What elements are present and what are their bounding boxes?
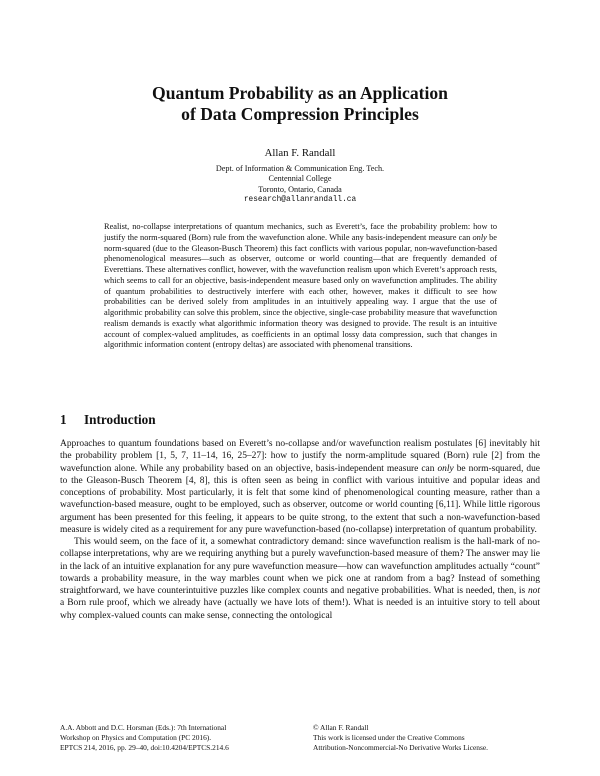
abstract-text-2: be norm-squared (due to the Gleason-Busch Theorem) this fact conflicts with various popular, non-wavefunction-based phenomenological measures—such as observer, outcome or world counting—that are frequently demanded of Everettians. These alternatives conflict, however, with the wavefunction realism upon which Everett’s approach rests, which seems to call for an objective, basis-independent measure based only on wavefunction amplitudes. The ability of quantum probabilities to destructively interfere with each other, however, makes it difficult to see how probabilities can be derived solely from amplitudes in an intuitively appealing way. I argue that the use of algorithmic probability can solve this problem, since the objective, single-case probability measure that wavefunction realism demands is exactly what algorithmic information theory was designed to provide. The result is an intuitive account of complex-valued amplitudes, as coefficients in an optimal lossy data compression, such that changes in algorithmic information content (entropy deltas) are associated with phenomenal transitions. [104, 232, 498, 350]
footer-left-line-2: Workshop on Physics and Computation (PC 2016). [60, 733, 212, 742]
paragraph-1-emphasis: only [437, 463, 454, 474]
abstract-emphasis: only [472, 232, 487, 242]
section-number: 1 [60, 412, 67, 427]
paragraph-1-text-b: be norm-squared, due to the Gleason-Busch Theorem [4, 8], this is often seen as being in conflict with various intuitive and popular ideas and conceptions of probability. Most particularly, it is felt that some kind of phenomenological counting measure, rather than a wavefunction-based measure, ought to be employed, such as observer, outcome or world counting [6,11]. While little rigorous argument has been presented for this feeling, it appears to be quite strong, to the extent that such a non-wavefunction-based measure is widely cited as a requirement for any pure wavefunction-based (no-collapse) interpretation of quantum probability. [60, 463, 540, 535]
title-line-1: Quantum Probability as an Application [152, 83, 448, 103]
paragraph-1-text-a: Approaches to quantum foundations based on Everett’s no-collapse and/or wavefunction realism postulates [6] inevitably hit the probability problem [1, 5, 7, 11–14, 16, 25–27]: how to justify the norm-amplitude squared (Born) rule [2] from the wavefunction alone. While any probability based on an objective, basis-independent measure can [60, 439, 540, 474]
author-block [60, 147, 540, 206]
abstract [104, 222, 497, 351]
abstract-text-1: Realist, no-collapse interpretations of quantum mechanics, such as Everett’s, face the probability problem: how to justify the norm-squared (Born) rule from the wavefunction alone. While any basis-independent measure can [104, 222, 497, 242]
section-heading [60, 412, 156, 428]
affiliation-city: Toronto, Ontario, Canada [258, 184, 342, 194]
paragraph-2-text-b: a Born rule proof, which we already have (actually we have lots of them!). What is needed is an intuitive story to tell about why complex-valued counts can make sense, connecting the ontological [60, 598, 540, 621]
paragraph-2 [60, 536, 540, 622]
affiliation-dept: Dept. of Information & Communication Eng. Tech. [215, 164, 385, 173]
footer-citation [60, 723, 300, 753]
body-text [60, 438, 540, 622]
footer-right-line-1: © Allan F. Randall [313, 723, 369, 732]
paragraph-2-text-a: This would seem, on the face of it, a somewhat contradictory demand: since wavefunction realism is the hall-mark of no-collapse interpretations, why are we requiring anything but a purely wavefunction-based measure of them? The answer may lie in the lack of an intuitive explanation for any pure wavefunction measure—how can wavefunction amplitudes actually “count” towards a probability measure, in the way marbles count when we pick one at random from a bag? Instead of something straightforward, we have counterintuitive puzzles like complex counts and negative probabilities. What is needed, then, is [60, 537, 540, 596]
paragraph-2-emphasis: not [527, 586, 540, 596]
paragraph-1 [60, 438, 540, 536]
section-title: Introduction [84, 412, 156, 427]
footer-left-line-1: A.A. Abbott and D.C. Horsman (Eds.): 7th International [60, 723, 227, 732]
title-line-2: of Data Compression Principles [181, 104, 419, 124]
footer-left-line-3: EPTCS 214, 2016, pp. 29–40, doi:10.4204/EPTCS.214.6 [60, 743, 229, 752]
footer-right-line-2: This work is licensed under the Creative Commons [313, 733, 465, 742]
paper-title [60, 83, 540, 125]
footer-right-line-3: Attribution-Noncommercial-No Derivative Works License. [313, 743, 488, 752]
affiliation-college: Centennial College [268, 174, 332, 184]
author-name: Allan F. Randall [264, 147, 336, 159]
footer-license [313, 723, 543, 753]
author-email: research@allanrandall.ca [243, 195, 357, 204]
